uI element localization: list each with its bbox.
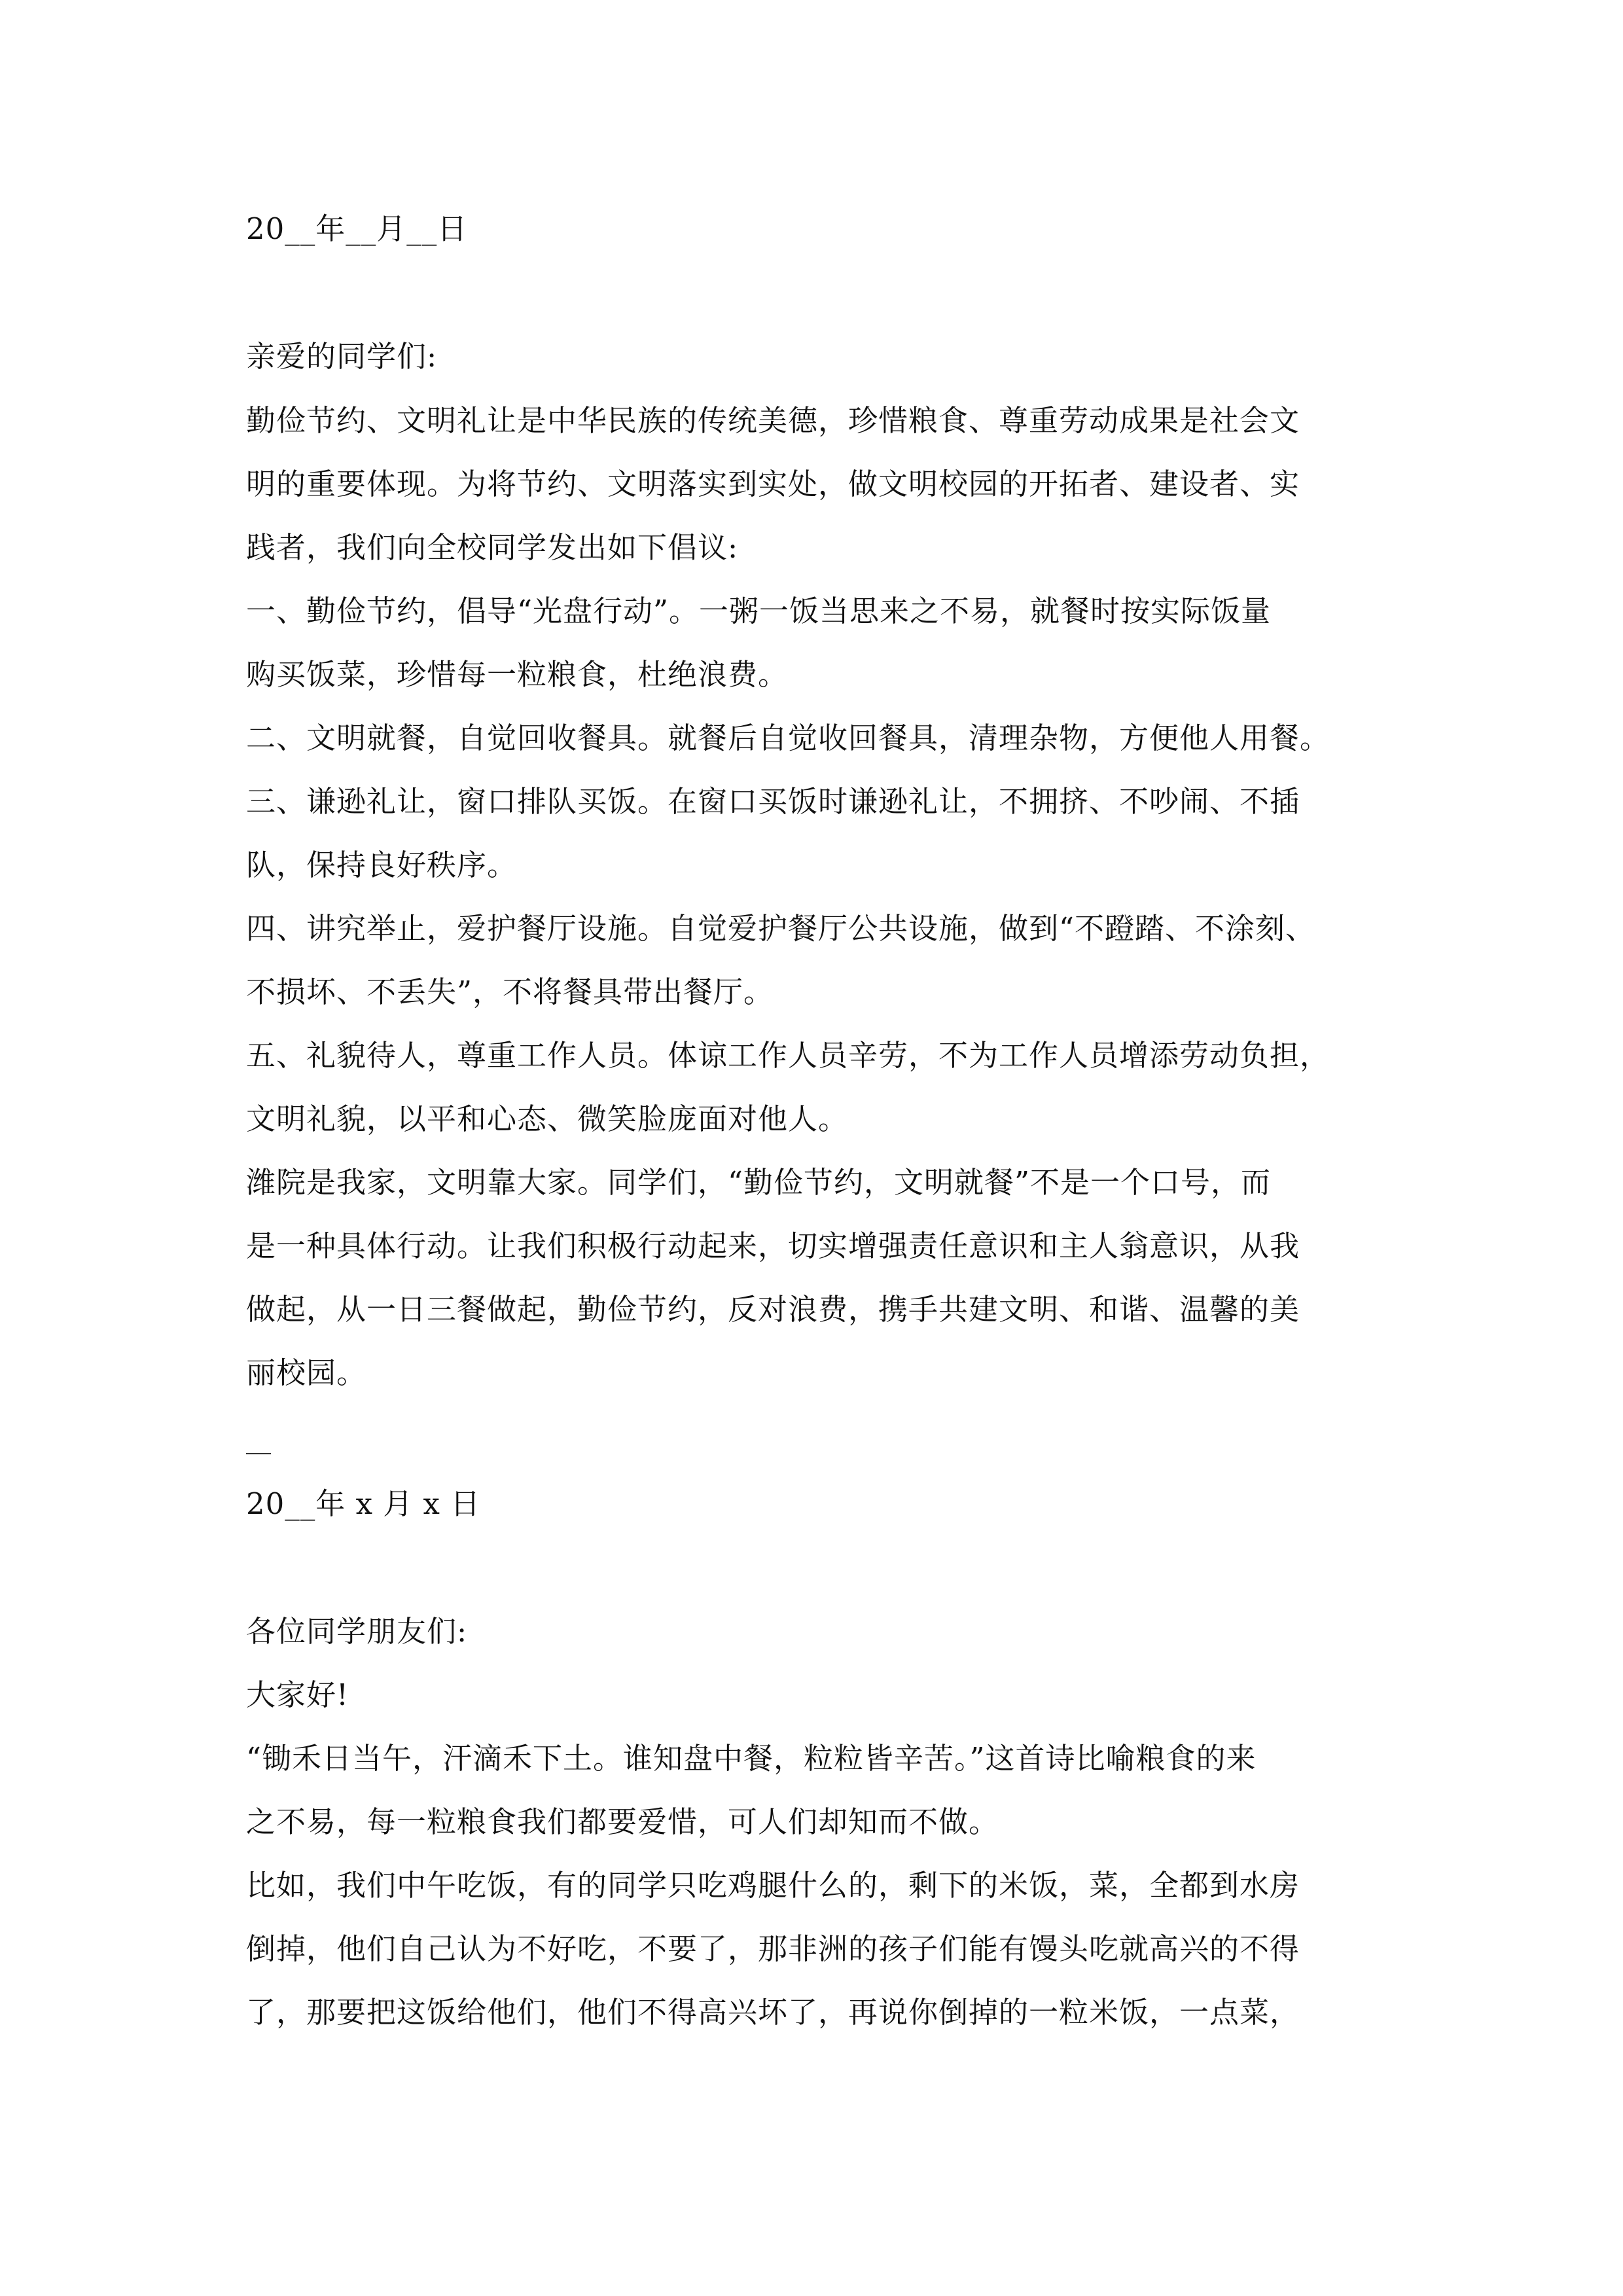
paragraph-line: 了，那要把这饭给他们，他们不得高兴坏了，再说你倒掉的一粒米饭，一点菜， (246, 1995, 1300, 2030)
section2-date: 20__年 x 月 x 日 (246, 1486, 481, 1521)
paragraph-line: 三、谦逊礼让，窗口排队买饭。在窗口买饭时谦逊礼让，不拥挤、不吵闹、不插 (246, 784, 1300, 819)
paragraph-line: 丽校园。 (246, 1355, 367, 1390)
paragraph-line: 一、勤俭节约，倡导“光盘行动”。一粥一饭当思来之不易，就餐时按实际饭量 (246, 594, 1272, 628)
section1-date: 20__年__月__日 (246, 211, 468, 246)
paragraph-line: 之不易，每一粒粮食我们都要爱惜，可人们却知而不做。 (246, 1804, 999, 1839)
paragraph-line: 是一种具体行动。让我们积极行动起来，切实增强责任意识和主人翁意识，从我 (246, 1229, 1300, 1263)
paragraph-line: 不损坏、不丢失”，不将餐具带出餐厅。 (246, 975, 774, 1009)
paragraph-line: 比如，我们中午吃饭，有的同学只吃鸡腿什么的，剩下的米饭，菜，全都到水房 (246, 1868, 1300, 1903)
paragraph-line: 购买饭菜，珍惜每一粒粮食，杜绝浪费。 (246, 657, 789, 692)
paragraph-line: 二、文明就餐，自觉回收餐具。就餐后自觉收回餐具，清理杂物，方便他人用餐。 (246, 721, 1330, 755)
paragraph-line: 明的重要体现。为将节约、文明落实到实处，做文明校园的开拓者、建设者、实 (246, 467, 1300, 501)
section2-greeting: 大家好! (246, 1677, 349, 1712)
paragraph-line: 潍院是我家，文明靠大家。同学们，“勤俭节约，文明就餐”不是一个口号，而 (246, 1165, 1272, 1200)
section-divider (246, 1453, 271, 1454)
paragraph-line: 践者，我们向全校同学发出如下倡议: (246, 530, 739, 565)
section2-salutation: 各位同学朋友们: (246, 1614, 468, 1649)
paragraph-line: 倒掉，他们自己认为不好吃，不要了，那非洲的孩子们能有馒头吃就高兴的不得 (246, 1931, 1300, 1966)
section1-salutation: 亲爱的同学们: (246, 339, 438, 374)
paragraph-line: 四、讲究举止，爱护餐厅设施。自觉爱护餐厅公共设施，做到“不蹬踏、不涂刻、 (246, 911, 1316, 946)
paragraph-line: 五、礼貌待人，尊重工作人员。体谅工作人员辛劳，不为工作人员增添劳动负担， (246, 1038, 1330, 1073)
paragraph-line: 勤俭节约、文明礼让是中华民族的传统美德，珍惜粮食、尊重劳动成果是社会文 (246, 403, 1300, 438)
paragraph-line: 文明礼貌，以平和心态、微笑脸庞面对他人。 (246, 1102, 849, 1136)
paragraph-line: 队，保持良好秩序。 (246, 848, 518, 882)
paragraph-line: “锄禾日当午，汗滴禾下土。谁知盘中餐，粒粒皆辛苦。”这首诗比喻粮食的来 (246, 1741, 1257, 1776)
paragraph-line: 做起，从一日三餐做起，勤俭节约，反对浪费，携手共建文明、和谐、温馨的美 (246, 1292, 1300, 1327)
